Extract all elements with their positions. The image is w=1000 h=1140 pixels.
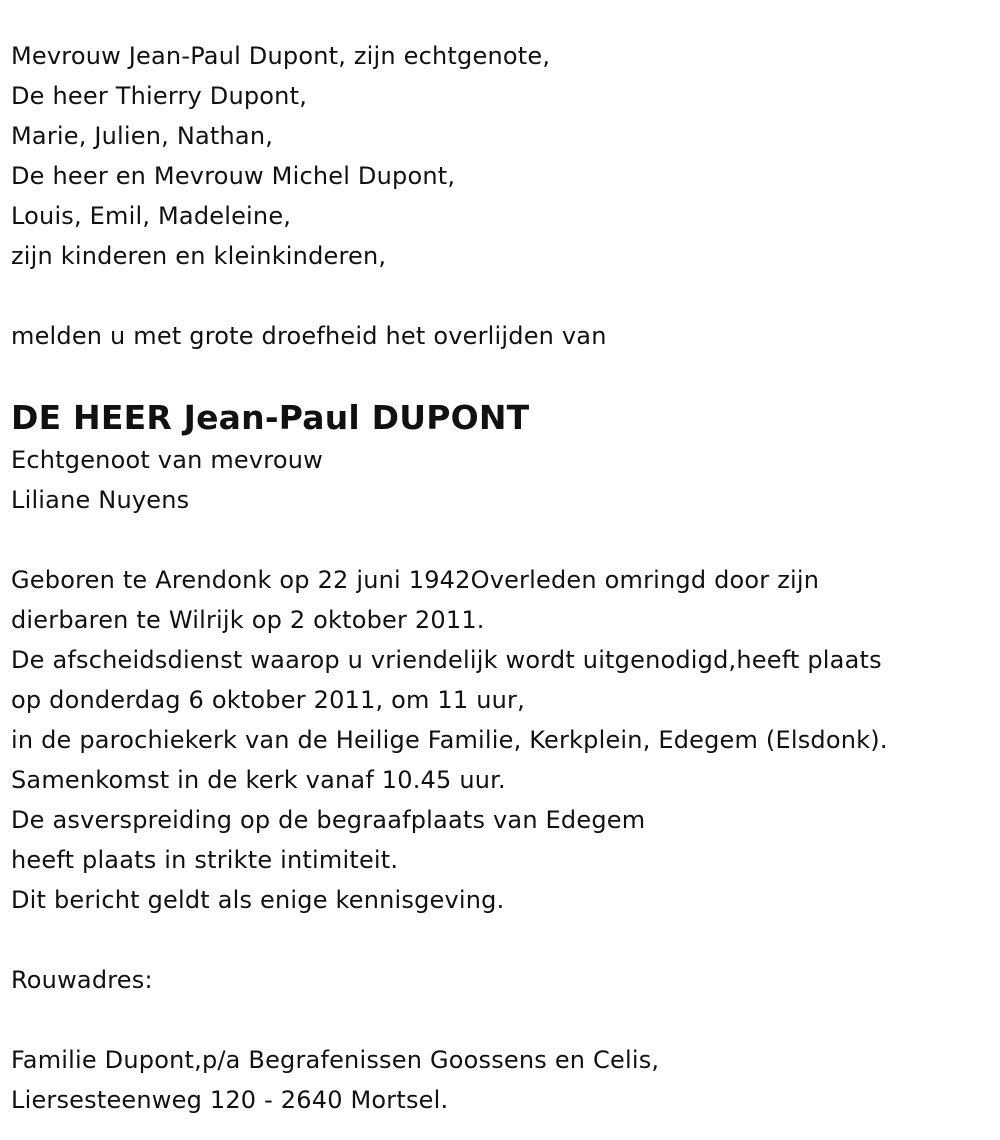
spacer bbox=[11, 1000, 986, 1040]
details-line: De afscheidsdienst waarop u vriendelijk wordt uitgenodigd,heeft plaats bbox=[11, 646, 882, 674]
details-line: Dit bericht geldt als enige kennisgeving. bbox=[11, 886, 505, 914]
spacer bbox=[11, 356, 986, 392]
details-line: in de parochiekerk van de Heilige Familie, Kerkplein, Edegem (Elsdonk). bbox=[11, 726, 888, 754]
family-line: Mevrouw Jean-Paul Dupont, zijn echtgenote, bbox=[11, 42, 551, 70]
family-line: Marie, Julien, Nathan, bbox=[11, 122, 274, 150]
family-line: Louis, Emil, Madeleine, bbox=[11, 202, 292, 230]
spacer bbox=[11, 520, 986, 560]
details-line: heeft plaats in strikte intimiteit. bbox=[11, 846, 399, 874]
address-line: Familie Dupont,p/a Begrafenissen Goossens en Celis, bbox=[11, 1046, 660, 1074]
spacer bbox=[11, 276, 986, 316]
announcement-text: melden u met grote droefheid het overlijden van bbox=[11, 322, 607, 350]
spouse-name: Liliane Nuyens bbox=[11, 486, 190, 514]
details-block bbox=[11, 560, 986, 920]
family-list bbox=[11, 36, 986, 276]
death-notice bbox=[11, 36, 986, 1120]
family-line: De heer Thierry Dupont, bbox=[11, 82, 308, 110]
family-line: De heer en Mevrouw Michel Dupont, bbox=[11, 162, 456, 190]
details-line: op donderdag 6 oktober 2011, om 11 uur, bbox=[11, 686, 525, 714]
family-line: zijn kinderen en kleinkinderen, bbox=[11, 242, 387, 270]
details-line: Geboren te Arendonk op 22 juni 1942Overleden omringd door zijn bbox=[11, 566, 820, 594]
details-line: Samenkomst in de kerk vanaf 10.45 uur. bbox=[11, 766, 506, 794]
address-line: Liersesteenweg 120 - 2640 Mortsel. bbox=[11, 1086, 449, 1114]
details-line: dierbaren te Wilrijk op 2 oktober 2011. bbox=[11, 606, 485, 634]
deceased-name: DE HEER Jean-Paul DUPONT bbox=[11, 398, 530, 437]
mourning-address bbox=[11, 1040, 986, 1120]
details-line: De asverspreiding op de begraafplaats van Edegem bbox=[11, 806, 646, 834]
spacer bbox=[11, 920, 986, 960]
spouse-line: Echtgenoot van mevrouw bbox=[11, 446, 323, 474]
mourning-address-label: Rouwadres: bbox=[11, 966, 153, 994]
